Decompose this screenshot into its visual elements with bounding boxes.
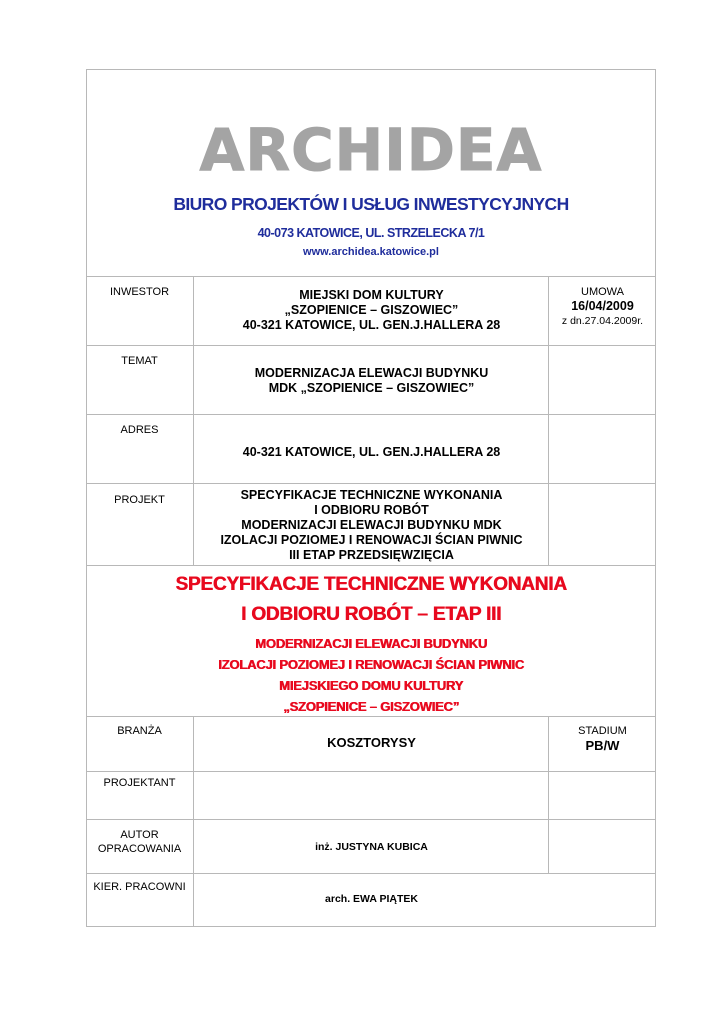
temat-line: MDK „SZOPIENICE – GISZOWIEC” (268, 381, 475, 395)
main-subtitle-line: IZOLACJI POZIOMEJ I RENOWACJI ŚCIAN PIWNIC (218, 657, 524, 672)
main-subtitle-line: „SZOPIENICE – GISZOWIEC” (283, 699, 459, 714)
inwestor-label: INWESTOR (109, 286, 170, 298)
inwestor-line: 40-321 KATOWICE, UL. GEN.J.HALLERA 28 (242, 318, 501, 332)
inwestor-line: MIEJSKI DOM KULTURY (299, 288, 444, 302)
stadium-cell (549, 724, 656, 753)
company-address: 40-073 KATOWICE, UL. STRZELECKA 7/1 (257, 226, 485, 240)
inwestor-line: „SZOPIENICE – GISZOWIEC” (284, 303, 459, 317)
branza-label: BRANŻA (117, 725, 162, 737)
divider (86, 565, 656, 566)
temat-value (194, 366, 549, 396)
adres-label: ADRES (120, 424, 159, 436)
umowa-cell (549, 285, 656, 328)
projekt-line: IZOLACJI POZIOMEJ I RENOWACJI ŚCIAN PIWNIC (220, 533, 523, 547)
kierownik-value: arch. EWA PIĄTEK (325, 893, 418, 905)
inwestor-value (194, 288, 549, 333)
company-website: www.archidea.katowice.pl (303, 246, 439, 258)
company-subtitle: BIURO PROJEKTÓW I USŁUG INWESTYCYJNYCH (173, 194, 569, 214)
divider (86, 414, 656, 415)
stadium-label: STADIUM (578, 725, 627, 737)
adres-value: 40-321 KATOWICE, UL. GEN.J.HALLERA 28 (242, 445, 501, 459)
autor-label (86, 828, 193, 856)
divider (86, 771, 656, 772)
divider (86, 276, 656, 277)
title-sheet (86, 69, 656, 927)
divider (86, 819, 656, 820)
autor-label-line: AUTOR (120, 829, 159, 841)
main-subtitle-line: MIEJSKIEGO DOMU KULTURY (279, 678, 463, 693)
main-title-line: SPECYFIKACJE TECHNICZNE WYKONANIA (175, 574, 567, 595)
stadium-value: PB/W (585, 738, 620, 753)
umowa-number: 16/04/2009 (571, 299, 634, 313)
autor-label-line: OPRACOWANIA (97, 843, 182, 855)
branza-value: KOSZTORYSY (327, 735, 416, 750)
divider (86, 483, 656, 484)
main-title-line: I ODBIORU ROBÓT – ETAP III (240, 604, 502, 625)
umowa-label: UMOWA (581, 286, 624, 298)
temat-line: MODERNIZACJA ELEWACJI BUDYNKU (254, 366, 489, 380)
projekt-line: SPECYFIKACJE TECHNICZNE WYKONANIA (240, 488, 503, 502)
kierownik-label: KIER. PRACOWNI (93, 881, 186, 893)
divider (86, 345, 656, 346)
projektant-label: PROJEKTANT (103, 777, 176, 789)
projekt-line: MODERNIZACJI ELEWACJI BUDYNKU MDK (241, 518, 502, 532)
projekt-line: III ETAP PRZEDSIĘWZIĘCIA (289, 548, 454, 562)
autor-value: inż. JUSTYNA KUBICA (315, 841, 428, 853)
divider (86, 873, 656, 874)
umowa-date: z dn.27.04.2009r. (561, 315, 644, 327)
projekt-line: I ODBIORU ROBÓT (314, 503, 429, 517)
company-logo: ARCHIDEA (199, 116, 543, 184)
main-subtitle-line: MODERNIZACJI ELEWACJI BUDYNKU (255, 636, 487, 651)
projekt-label: PROJEKT (114, 494, 165, 506)
temat-label: TEMAT (121, 355, 158, 367)
projekt-value (194, 488, 549, 563)
